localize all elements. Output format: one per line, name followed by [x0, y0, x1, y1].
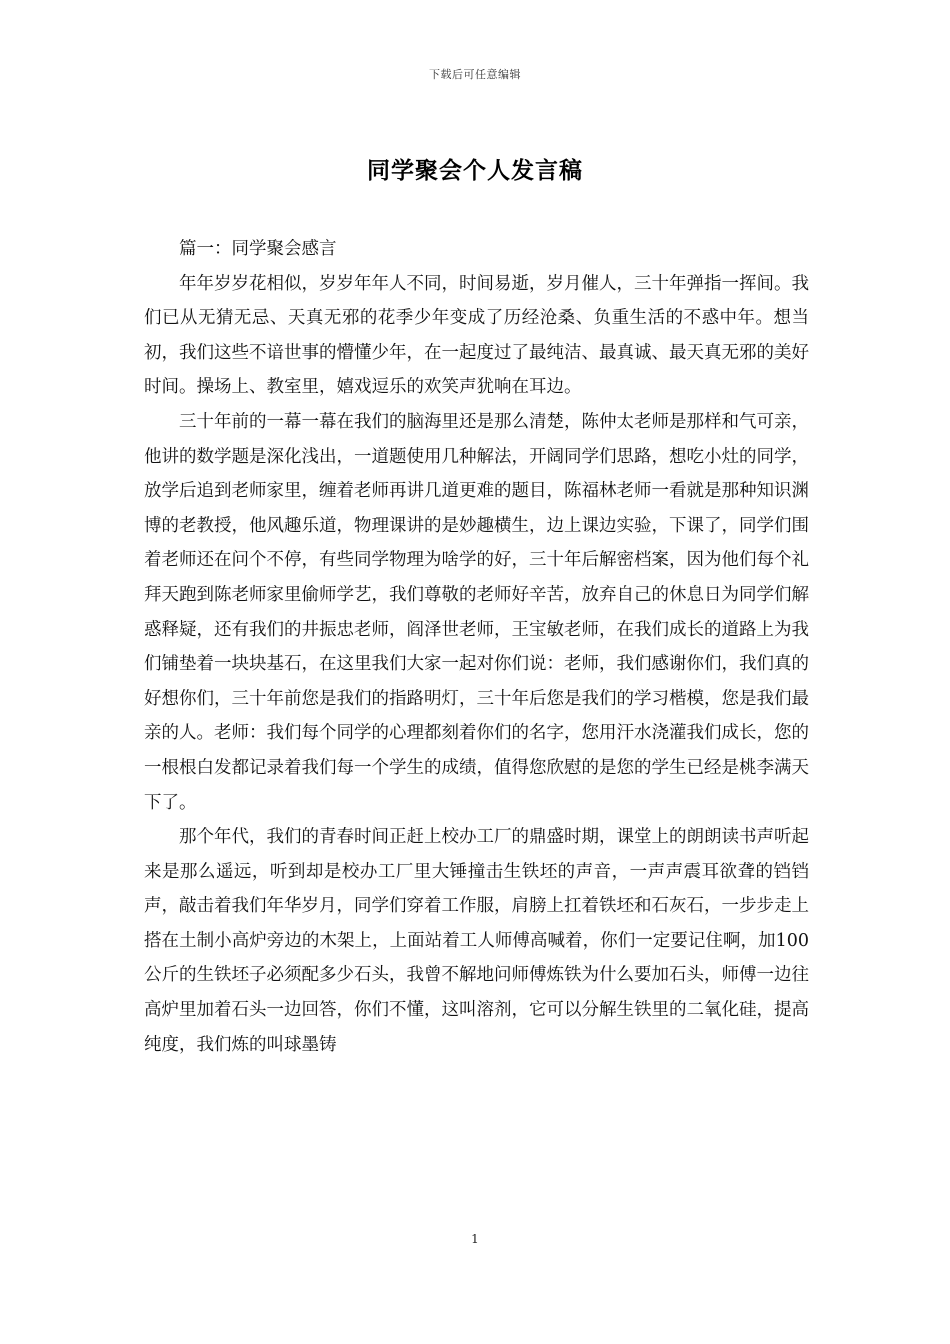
paragraph: 三十年前的一幕一幕在我们的脑海里还是那么清楚，陈仲太老师是那样和气可亲，他讲的数学题是深化浅出，一道题使用几种解法，开阔同学们思路，想吃小灶的同学，放学后追到老师家里，缠着老师再讲几道更难的题目，陈福林老师一看就是那种知识渊博的老教授，他风趣乐道，物理课讲的是妙趣横生，边上课边实验，下课了，同学们围着老师还在问个不停，有些同学物理为啥学的好，三十年后解密档案，因为他们每个礼拜天跑到陈老师家里偷师学艺，我们尊敬的老师好辛苦，放弃自己的休息日为同学们解惑释疑，还有我们的井振忠老师，阎泽世老师，王宝敏老师，在我们成长的道路上为我们铺垫着一块块基石，在这里我们大家一起对你们说：老师，我们感谢你们，我们真的好想你们，三十年前您是我们的指路明灯，三十年后您是我们的学习楷模，您是我们最亲的人。老师：我们每个同学的心理都刻着你们的名字，您用汗水浇灌我们成长，您的一根根白发都记录着我们每一个学生的成绩，值得您欣慰的是您的学生已经是桃李满天下了。 — [144, 411, 809, 813]
header-note: 下载后可任意编辑 — [429, 68, 521, 81]
paragraph: 年年岁岁花相似，岁岁年年人不同，时间易逝，岁月催人，三十年弹指一挥间。我们已从无猜无忌、天真无邪的花季少年变成了历经沧桑、负重生活的不惑中年。想当初，我们这些不谙世事的懵懂少年，在一起度过了最纯洁、最真诚、最天真无邪的美好时间。操场上、教室里，嬉戏逗乐的欢笑声犹响在耳边。 — [144, 273, 809, 398]
section-heading: 篇一：同学聚会感言 — [179, 239, 337, 259]
paragraph: 那个年代，我们的青春时间正赶上校办工厂的鼎盛时期，课堂上的朗朗读书声听起来是那么遥远，听到却是校办工厂里大锤撞击生铁坯的声音，一声声震耳欲聋的铛铛声，敲击着我们年华岁月，同学们穿着工作服，肩膀上扛着铁坯和石灰石，一步步走上搭在土制小高炉旁边的木架上，上面站着工人师傅高喊着，你们一定要记住啊，加100公斤的生铁坯子必须配多少石头，我曾不解地问师傅炼铁为什么要加石头，师傅一边往高炉里加着石头一边回答，你们不懂，这叫溶剂，它可以分解生铁里的二氧化硅，提高纯度，我们炼的叫球墨铸 — [144, 827, 809, 1055]
page-number: 1 — [471, 1232, 479, 1246]
document-body — [144, 232, 809, 1062]
document-title: 同学聚会个人发言稿 — [367, 157, 583, 184]
